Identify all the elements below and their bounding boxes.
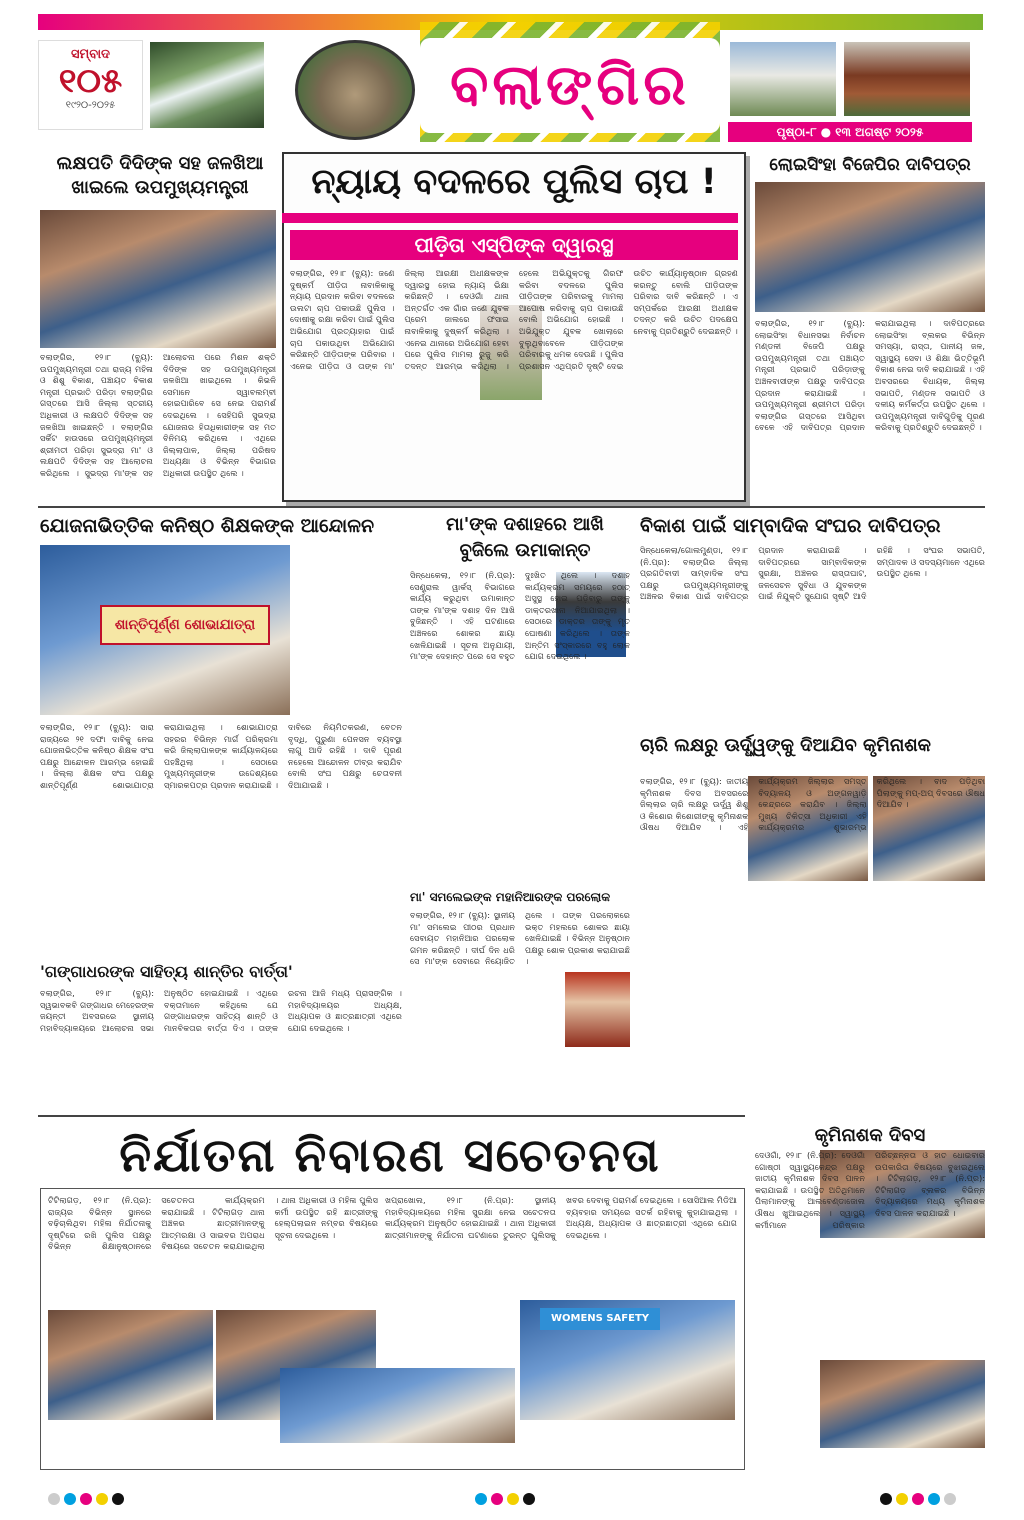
lakhpati-body: ବଲାଙ୍ଗିର, ୧୨।୮ (ବ୍ୟୁ): ଉପମୁଖ୍ୟମନ୍ତ୍ରୀ ତଥା ରାଜ୍ୟ ମହିଳା ଓ ଶିଶୁ ବିକାଶ, ପଞ୍ଚାୟତ ବିକାଶ ମନ୍ତ୍ରୀ ପ୍ରଭାତି ପରିଡ଼ା ବଲାଙ୍ଗିର ଗସ୍ତରେ ଆସି ଜିଲ୍ଲା ସ୍ତରୀୟ ଅଧିକାରୀ ଓ ଲକ୍ଷପତି ଦିଦିଙ୍କ ସହ ଜଳଖିଆ ଖାଇଛନ୍ତି । ବଲାଙ୍ଗିର ସର୍କିଟ ହାଉସରେ ଉପମୁଖ୍ୟମନ୍ତ୍ରୀ ଶ୍ରୀମତୀ ପରିଡ଼ା ସୁଭଦ୍ରା ମା' ଓ ଲକ୍ଷପତି ଦିଦିଙ୍କ ସହ ଆଲୋଚନା କରିଥିଲେ । ସୁଭଦ୍ରା ମା'ଙ୍କ ସହ ଆଲୋଚନା ପରେ ମିଶନ ଶକ୍ତି ଦିଦିଙ୍କ ସହ ଉପମୁଖ୍ୟମନ୍ତ୍ରୀ ଜଳଖିଆ ଖାଇଥିଲେ । କିଭଳି ସେମାନେ ସ୍ୱାବଲମ୍ବୀ ହୋଇପାରିବେ ସେ ନେଇ ପରାମର୍ଶ ଦେଇଥିଲେ । ସେହିପରି ସୁଭଦ୍ରା ଯୋଜନାର ହିତାଧିକାରୀଙ୍କ ସହ ମତ ବିନିମୟ କରିଥିଲେ । ଏଥିରେ ଜିଲ୍ଲାପାଳ, ଜିଲ୍ଲା ପରିଷଦ ଅଧ୍ୟକ୍ଷା ଓ ବିଭିନ୍ନ ବିଭାଗର ଅଧିକାରୀ ଉପସ୍ଥିତ ଥିଲେ ।	[40, 352, 276, 478]
masthead	[0, 0, 1024, 148]
loisingha-headline: ଲୋଇସିଂହା ବିଜେପିର ଦାବିପତ୍ର	[769, 155, 971, 175]
logo-years: ୧୯୨୦-୨୦୨୫	[65, 100, 116, 111]
loisingha-photo	[755, 182, 985, 312]
deworming-headline: ଚାରି ଲକ୍ଷରୁ ଊର୍ଦ୍ଧ୍ୱଙ୍କୁ ଦିଆଯିବ କୃମିନାଶକ	[640, 735, 931, 756]
umakanta-headline-line2: ବୁଜିଲେ ଉମାକାନ୍ତ	[459, 540, 591, 561]
palace-photo	[842, 40, 972, 118]
reg-dot-cyan	[475, 1493, 487, 1505]
reg-dot-yellow	[896, 1493, 908, 1505]
reg-dot-magenta	[491, 1493, 503, 1505]
logo-number: ୧୦୫	[58, 61, 123, 101]
section-rule-1	[38, 506, 985, 508]
teachers-headline: ଯୋଜନାଭିତ୍ତିକ କନିଷ୍ଠ ଶିକ୍ଷକଙ୍କ ଆନ୍ଦୋଳନ	[40, 515, 375, 537]
reg-dot-black	[523, 1493, 535, 1505]
section-rule-2	[38, 1115, 745, 1117]
samaleswari-body: ବଲାଙ୍ଗିର, ୧୨।୮ (ବ୍ୟୁ): ସ୍ଥାନୀୟ ମା' ସମଲେଇ ପୀଠର ପ୍ରଧାନ ସେବାୟତ ମହାନିଆର ପରଲୋକ ଗମନ କରିଛନ୍ତି । ଦୀର୍ଘ ଦିନ ଧରି ସେ ମା'ଙ୍କ ସେବାରେ ନିୟୋଜିତ ଥିଲେ । ତାଙ୍କ ପରଲୋକରେ ଭକ୍ତ ମହଲରେ ଶୋକର ଛାୟା ଖେଳିଯାଇଛି । ବିଭିନ୍ନ ଅନୁଷ୍ଠାନ ପକ୍ଷରୁ ଶୋକ ପ୍ରକାଶ କରାଯାଇଛି ।	[410, 910, 630, 967]
krumi-headline: କୃମିନାଶକ ଦିବସ	[814, 1125, 926, 1146]
samaleswari-headline: ମା' ସମଲେଇଙ୍କ ମହାନିଆରଙ୍କ ପରଲୋକ	[410, 890, 611, 904]
lakhpati-headline-line1: ଲକ୍ଷପତି ଦିଦିଙ୍କ ସହ ଜଳଖିଆ	[56, 153, 264, 174]
reg-dot-cyan	[64, 1493, 76, 1505]
womens-safety-photo	[520, 1300, 735, 1420]
umakanta-headline-line1: ମା'ଙ୍କ ଦଶାହରେ ଆଖି	[446, 514, 604, 535]
reg-dot-black	[880, 1493, 892, 1505]
edition-title: ବଲାଙ୍ଗିର	[450, 52, 690, 118]
page-date-tag: ପୃଷ୍ଠା-୮ ● ୧୩ ଅଗଷ୍ଟ ୨୦୨୫	[728, 122, 972, 142]
lead-divider	[282, 213, 738, 223]
reg-dot-gray	[944, 1493, 956, 1505]
lakhpati-photo	[40, 210, 276, 348]
sampradik-headline: ବିକାଶ ପାଇଁ ସାମ୍ବାଦିକ ସଂଘର ଦାବିପତ୍ର	[640, 515, 941, 537]
lead-headline: ନ୍ୟାୟ ବଦଳରେ ପୁଲିସ ଚାପ !	[311, 162, 717, 202]
logo-top-text: ସମ୍ବାଦ	[71, 47, 110, 62]
teachers-photo	[40, 545, 290, 715]
gangadhar-body: ବଲାଙ୍ଗିର, ୧୨।୮ (ବ୍ୟୁ): ସ୍ୱଭାବକବି ଗଙ୍ଗାଧର ମେହେରଙ୍କ ଜୟନ୍ତୀ ଅବସରରେ ସ୍ଥାନୀୟ ମହାବିଦ୍ୟାଳୟରେ ଆଲୋଚନା ସଭା ଅନୁଷ୍ଠିତ ହୋଇଯାଇଛି । ଏଥିରେ ବକ୍ତାମାନେ କହିଥିଲେ ଯେ ଗଙ୍ଗାଧରଙ୍କ ସାହିତ୍ୟ ଶାନ୍ତି ଓ ମାନବିକତାର ବାର୍ତ୍ତା ଦିଏ । ତାଙ୍କ ରଚନା ଆଜି ମଧ୍ୟ ପ୍ରାସଙ୍ଗିକ । ମହାବିଦ୍ୟାଳୟର ଅଧ୍ୟକ୍ଷ, ଅଧ୍ୟାପକ ଓ ଛାତ୍ରଛାତ୍ରୀ ଏଥିରେ ଯୋଗ ଦେଇଥିଲେ ।	[40, 988, 402, 1033]
color-registration-right	[880, 1490, 990, 1506]
krumi-body: ଦେଓଗାଁ, ୧୨।୮ (ନି.ପ୍ର): ଦେଓଗାଁ ଗୋଷ୍ଠୀ ସ୍ୱାସ୍ଥ୍ୟକେନ୍ଦ୍ର ପକ୍ଷରୁ ଜାତୀୟ କୃମିନାଶକ ଦିବସ ପାଳନ କରାଯାଇଛି । ଉପସ୍ଥିତ ଅତିଥିମାନେ ପିଲାମାନଙ୍କୁ ଆଲବେଣ୍ଡାଜୋଲ ଔଷଧ ଖୁଆଇଥିଲେ । ସ୍ୱାସ୍ଥ୍ୟ କର୍ମୀମାନେ ପରିଷ୍କାର ପରିଚ୍ଛନ୍ନତା ଓ ହାତ ଧୋଇବାର ଉପକାରିତା ବିଷୟରେ ବୁଝାଇଥିଲେ । ଟିଟିଲାଗଡ଼, ୧୨।୮ (ନି.ପ୍ର): ଟିଟିଲାଗଡ଼ ବ୍ଲକର ବିଭିନ୍ନ ବିଦ୍ୟାଳୟରେ ମଧ୍ୟ କୃମିନାଶକ ଦିବସ ପାଳନ କରାଯାଇଛି ।	[755, 1150, 985, 1230]
reg-dot-magenta	[80, 1493, 92, 1505]
umakanta-headline	[410, 512, 640, 564]
banner-body-right: ଖପ୍ରାଖୋଲ, ୧୨।୮ (ନି.ପ୍ର): ସ୍ଥାନୀୟ ମହାବିଦ୍ୟାଳୟରେ ମହିଳା ସୁରକ୍ଷା ନେଇ ସଚେତନତା କାର୍ଯ୍ୟକ୍ରମ ଅନୁଷ୍ଠିତ ହୋଇଯାଇଛି । ଥାନା ଅଧିକାରୀ ଛାତ୍ରୀମାନଙ୍କୁ ନିର୍ଯାତନା ଘଟଣାରେ ତୁରନ୍ତ ପୁଲିସକୁ ଖବର ଦେବାକୁ ପରାମର୍ଶ ଦେଇଥିଲେ । ସୋସିଆଲ ମିଡିଆ ବ୍ୟବହାର ସମୟରେ ସତର୍କ ରହିବାକୁ କୁହାଯାଇଥିଲା । ଅଧ୍ୟକ୍ଷ, ଅଧ୍ୟାପକ ଓ ଛାତ୍ରଛାତ୍ରୀ ଏଥିରେ ଯୋଗ ଦେଇଥିଲେ ।	[385, 1195, 737, 1240]
lakhpati-headline	[40, 152, 280, 200]
reg-dot-cyan	[928, 1493, 940, 1505]
temple-photo	[295, 40, 415, 140]
reg-dot-magenta	[912, 1493, 924, 1505]
umakanta-body: ସିନ୍ଧେକେଲା, ୧୨।୮ (ନି.ପ୍ର): ସେଣ୍ଟ୍ରାଲ ୱାର୍କସ୍ ବିଭାଗରେ କାର୍ଯ୍ୟ କରୁଥିବା ଉମାକାନ୍ତ ତାଙ୍କ ମା'ଙ୍କ ଦଶାହ ଦିନ ଆଖି ବୁଜିଛନ୍ତି । ଏହି ଘଟଣାରେ ଅଞ୍ଚଳରେ ଶୋକର ଛାୟା ଖେଳିଯାଇଛି । ସୂଚନା ଅନୁଯାୟୀ, ମା'ଙ୍କ ଦେହାନ୍ତ ପରେ ସେ ବହୁତ ଦୁଃଖିତ ଥିଲେ । ଦଶାହ କାର୍ଯ୍ୟକ୍ରମ ସମୟରେ ହଠାତ୍ ଅସୁସ୍ଥ ହୋଇ ପଡ଼ିବାରୁ ତାଙ୍କୁ ଡାକ୍ତରଖାନା ନିଆଯାଇଥିଲା । ସେଠାରେ ଡାକ୍ତର ତାଙ୍କୁ ମୃତ ଘୋଷଣା କରିଥିଲେ । ତାଙ୍କ ଅନ୍ତିମ ସଂସ୍କାରରେ ବହୁ ଲୋକ ଯୋଗ ଦେଇଥିଲେ ।	[410, 570, 630, 662]
lakhpati-headline-line2: ଖାଇଲେ ଉପମୁଖ୍ୟମନ୍ତ୍ରୀ	[71, 177, 249, 198]
reg-dot-black	[112, 1493, 124, 1505]
banner-photo-3	[280, 1368, 515, 1443]
womens-safety-sign: WOMENS SAFETY	[540, 1308, 660, 1330]
banner-body-left: ଟିଟିଲାଗଡ଼, ୧୨।୮ (ନି.ପ୍ର): ରାଜ୍ୟର ବିଭିନ୍ନ ସ୍ଥାନରେ ବଢ଼ିଚାଲିଥିବା ମହିଳା ନିର୍ଯାତନାକୁ ଦୃଷ୍ଟିରେ ରଖି ପୁଲିସ ପକ୍ଷରୁ ବିଭିନ୍ନ ଶିକ୍ଷାନୁଷ୍ଠାନରେ ସଚେତନତା କାର୍ଯ୍ୟକ୍ରମ କରାଯାଇଛି । ଟିଟିଲାଗଡ଼ ଥାନା ଅଞ୍ଚଳର ଛାତ୍ରୀମାନଙ୍କୁ ଆତ୍ମରକ୍ଷା ଓ ସାଇବର ଅପରାଧ ବିଷୟରେ ସଚେତନ କରାଯାଇଥିଲା । ଥାନା ଅଧିକାରୀ ଓ ମହିଳା ପୁଲିସ କର୍ମୀ ଉପସ୍ଥିତ ରହି ଛାତ୍ରୀଙ୍କୁ ହେଲ୍ପଲାଇନ ନମ୍ବର ବିଷୟରେ ସୂଚନା ଦେଇଥିଲେ ।	[48, 1195, 378, 1252]
gangadhar-headline: 'ଗଙ୍ଗାଧରଙ୍କ ସାହିତ୍ୟ ଶାନ୍ତିର ବାର୍ତ୍ତା'	[40, 962, 293, 981]
sambad-logo	[38, 40, 143, 130]
teachers-body: ବଲାଙ୍ଗିର, ୧୨।୮ (ବ୍ୟୁ): ସାରା ରାଜ୍ୟରେ ୨୧ ଦଫା ଦାବିକୁ ନେଇ ଯୋଜନାଭିତ୍ତିକ କନିଷ୍ଠ ଶିକ୍ଷକ ସଂଘ ପକ୍ଷରୁ ଆନ୍ଦୋଳନ ଆରମ୍ଭ ହୋଇଛି । ଜିଲ୍ଲା ଶିକ୍ଷକ ସଂଘ ପକ୍ଷରୁ ଶାନ୍ତିପୂର୍ଣ୍ଣ ଶୋଭାଯାତ୍ରା କରାଯାଇଥିଲା । ଶୋଭାଯାତ୍ରା ସହରର ବିଭିନ୍ନ ମାର୍ଗ ପରିକ୍ରମା କରି ଜିଲ୍ଲାପାଳଙ୍କ କାର୍ଯ୍ୟାଳୟରେ ପହଞ୍ଚିଥିଲା । ସେଠାରେ ମୁଖ୍ୟମନ୍ତ୍ରୀଙ୍କ ଉଦ୍ଦେଶ୍ୟରେ ସ୍ମାରକପତ୍ର ପ୍ରଦାନ କରାଯାଇଛି । ଦାବିରେ ନିୟମିତକରଣ, ବେତନ ବୃଦ୍ଧି, ପୁରୁଣା ପେନସନ ବ୍ୟବସ୍ଥା ଲାଗୁ ଆଦି ରହିଛି । ଦାବି ପୂରଣ ନହେଲେ ଆନ୍ଦୋଳନ ତୀବ୍ର କରାଯିବ ବୋଲି ସଂଘ ପକ୍ଷରୁ ଚେତାବନୀ ଦିଆଯାଇଛି ।	[40, 722, 402, 790]
banner-photo-1	[48, 1310, 213, 1420]
loisingha-body: ବଲାଙ୍ଗିର, ୧୨।୮ (ବ୍ୟୁ): ଲୋଇସିଂହା ବିଧାନସଭା ନିର୍ବାଚନ ମଣ୍ଡଳୀ ବିଜେପି ପକ୍ଷରୁ ଉପମୁଖ୍ୟମନ୍ତ୍ରୀ ତଥା ପଞ୍ଚାୟତ ମନ୍ତ୍ରୀ ପ୍ରଭାତି ପରିଡ଼ାଙ୍କୁ ଅଞ୍ଚଳବାସୀଙ୍କ ପକ୍ଷରୁ ଦାବିପତ୍ର ପ୍ରଦାନ କରାଯାଇଛି । ଉପମୁଖ୍ୟମନ୍ତ୍ରୀ ଶ୍ରୀମତୀ ପରିଡ଼ା ବଲାଙ୍ଗିର ଗସ୍ତରେ ଆସିଥିବା ବେଳେ ଏହି ଦାବିପତ୍ର ପ୍ରଦାନ କରାଯାଇଥିଲା । ଦାବିପତ୍ରରେ ଲୋଇସିଂହା ବ୍ଲକର ବିଭିନ୍ନ ସମସ୍ୟା, ରାସ୍ତା, ପାନୀୟ ଜଳ, ସ୍ୱାସ୍ଥ୍ୟ ସେବା ଓ ଶିକ୍ଷା ଭିତ୍ତିଭୂମି ବିକାଶ ନେଇ ଦାବି କରାଯାଇଛି । ଏହି ଅବସରରେ ବିଧାୟକ, ଜିଲ୍ଲା ସଭାପତି, ମଣ୍ଡଳ ସଭାପତି ଓ ଦଳୀୟ କର୍ମକର୍ତ୍ତା ଉପସ୍ଥିତ ଥିଲେ । ଉପମୁଖ୍ୟମନ୍ତ୍ରୀ ଦାବିଗୁଡ଼ିକୁ ପୂରଣ କରିବାକୁ ପ୍ରତିଶ୍ରୁତି ଦେଇଛନ୍ତି ।	[755, 318, 985, 433]
rally-banner: ଶାନ୍ତିପୂର୍ଣ୍ଣ ଶୋଭାଯାତ୍ରା	[100, 605, 270, 645]
sampradik-body: ସିନ୍ଧେକେଲା/ଗୋଲମୁଣ୍ଡା, ୧୨।୮ (ନି.ପ୍ର): ବଲାଙ୍ଗିର ଜିଲ୍ଲା ପ୍ରଗତିବାଦୀ ସାମ୍ବାଦିକ ସଂଘ ପକ୍ଷରୁ ଉପମୁଖ୍ୟମନ୍ତ୍ରୀଙ୍କୁ ଅଞ୍ଚଳର ବିକାଶ ପାଇଁ ଦାବିପତ୍ର ପ୍ରଦାନ କରାଯାଇଛି । ଦାବିପତ୍ରରେ ସାମ୍ବାଦିକଙ୍କ ସୁରକ୍ଷା, ଅଞ୍ଚଳର ରାସ୍ତାଘାଟ, ଜଳସେଚନ ସୁବିଧା ଓ ଯୁବକଙ୍କ ପାଇଁ ନିଯୁକ୍ତି ସୁଯୋଗ ସୃଷ୍ଟି ଆଦି ରହିଛି । ସଂଘର ସଭାପତି, ସମ୍ପାଦକ ଓ ସଦସ୍ୟମାନେ ଏଥିରେ ଉପସ୍ଥିତ ଥିଲେ ।	[640, 545, 985, 602]
deworming-body: ବଲାଙ୍ଗିର, ୧୨।୮ (ବ୍ୟୁ): ଜାତୀୟ କୃମିନାଶକ ଦିବସ ଅବସରରେ ଜିଲ୍ଲାର ଚାରି ଲକ୍ଷରୁ ଊର୍ଦ୍ଧ୍ୱ ଶିଶୁ ଓ କିଶୋର କିଶୋରୀଙ୍କୁ କୃମିନାଶକ ଔଷଧ ଦିଆଯିବ । ଏହି କାର୍ଯ୍ୟକ୍ରମ ଜିଲ୍ଲାର ସମସ୍ତ ବିଦ୍ୟାଳୟ ଓ ଅଙ୍ଗନୱାଡ଼ି କେନ୍ଦ୍ରରେ କରାଯିବ । ଜିଲ୍ଲା ମୁଖ୍ୟ ଚିକିତ୍ସା ଅଧିକାରୀ ଏହି କାର୍ଯ୍ୟକ୍ରମର ଶୁଭାରମ୍ଭ କରିଥିଲେ । ବାଦ ପଡ଼ିଥିବା ପିଲାଙ୍କୁ ମପ୍-ଅପ୍ ଦିବସରେ ଔଷଧ ଦିଆଯିବ ।	[640, 776, 985, 833]
shrine-photo	[728, 40, 838, 118]
lead-subheadline: ପୀଡ଼ିତା ଏସ୍‌ପିଙ୍କ ଦ୍ୱାରସ୍ଥ	[290, 230, 738, 260]
color-registration-center	[475, 1490, 595, 1506]
reg-dot-yellow	[507, 1493, 519, 1505]
reg-dot-gray	[48, 1493, 60, 1505]
banner-headline: ନିର୍ଯାତନା ନିବାରଣ ସଚେତନତା	[119, 1128, 661, 1182]
waterfall-photo	[148, 40, 266, 130]
color-registration-left	[48, 1490, 168, 1506]
lead-body: ବଲାଙ୍ଗିର, ୧୨।୮ (ବ୍ୟୁ): ଜଣେ ଦୁଷ୍କର୍ମ ପୀଡ଼ିତା ନାବାଳିକାକୁ ନ୍ୟାୟ ପ୍ରଦାନ କରିବା ବଦଳରେ ଉଲଟା ଚାପ ପକାଉଛି ପୁଲିସ । ଦୋଷୀକୁ ରକ୍ଷା କରିବା ପାଇଁ ପୁଲିସ ଅଭିଯୋଗ ପ୍ରତ୍ୟାହାର ପାଇଁ ଚାପ ପକାଉଥିବା ଅଭିଯୋଗ କରିଛନ୍ତି ପୀଡ଼ିତାଙ୍କ ପରିବାର । ଏନେଇ ପୀଡ଼ିତା ଓ ତାଙ୍କ ମା' ଜିଲ୍ଲା ଆରକ୍ଷୀ ଅଧୀକ୍ଷକଙ୍କ ଦ୍ୱାରସ୍ଥ ହୋଇ ନ୍ୟାୟ ଭିକ୍ଷା କରିଛନ୍ତି । ଦେଓଗାଁ ଥାନା ଅନ୍ତର୍ଗତ ଏକ ଗାଁର ଜଣେ ଯୁବକ ପ୍ରେମ ଜାଲରେ ଫସାଇ ନାବାଳିକାକୁ ଦୁଷ୍କର୍ମ କରିଥିଲା । ଏନେଇ ଥାନାରେ ଅଭିଯୋଗ ହେବା ପରେ ପୁଲିସ ମାମଲା ରୁଜୁ କରି ତଦନ୍ତ ଆରମ୍ଭ କରିଥିଲା । ହେଲେ ଅଭିଯୁକ୍ତକୁ ଗିରଫ କରିବା ବଦଳରେ ପୁଲିସ ପୀଡ଼ିତାଙ୍କ ପରିବାରକୁ ମାମଲା ଆପୋଷ କରିବାକୁ ଚାପ ପକାଉଛି ବୋଲି ଅଭିଯୋଗ ହୋଇଛି । ଅଭିଯୁକ୍ତ ଯୁବକ ଖୋଲାରେ ବୁଲୁଥିବାବେଳେ ପୀଡ଼ିତାଙ୍କ ପରିବାରକୁ ଧମକ ଦେଉଛି । ପୁଲିସ ପ୍ରଶାସନ ଏଥିପ୍ରତି ଦୃଷ୍ଟି ଦେଇ ଉଚିତ କାର୍ଯ୍ୟାନୁଷ୍ଠାନ ଗ୍ରହଣ କରନ୍ତୁ ବୋଲି ପୀଡ଼ିତାଙ୍କ ପରିବାର ଦାବି କରିଛନ୍ତି । ଏ ସମ୍ପର୍କରେ ଆରକ୍ଷୀ ଅଧୀକ୍ଷକ ତଦନ୍ତ କରି ଉଚିତ ପଦକ୍ଷେପ ନେବାକୁ ପ୍ରତିଶ୍ରୁତି ଦେଇଛନ୍ତି ।	[290, 268, 738, 371]
teachers-body-side	[300, 545, 400, 720]
reg-dot-yellow	[96, 1493, 108, 1505]
